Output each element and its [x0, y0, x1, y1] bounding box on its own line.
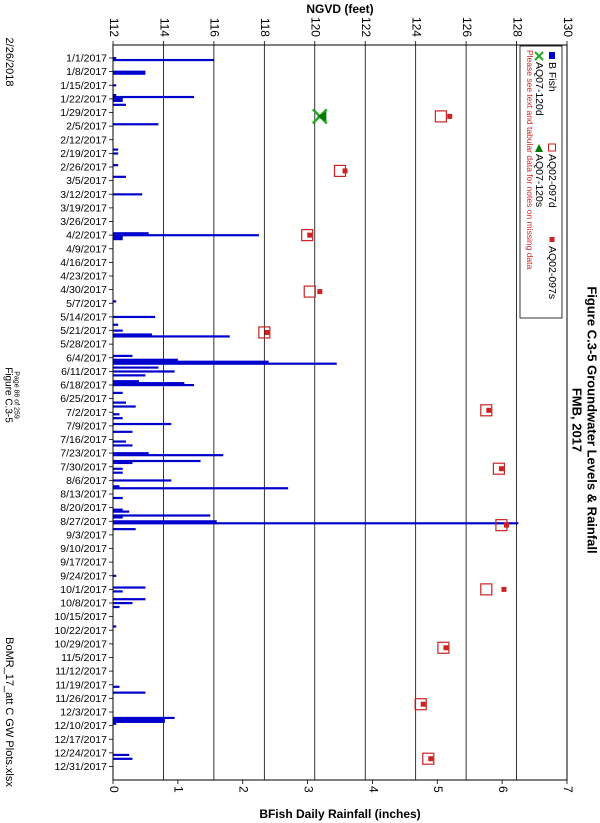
- rainfall-bar: [113, 413, 119, 415]
- date-stamp: 2/26/2018: [3, 37, 15, 87]
- figure-reference: Figure C.3-5: [2, 367, 14, 423]
- rainfall-bar: [113, 355, 132, 357]
- rainfall-bar: [113, 717, 175, 719]
- date-tick-label: 7/30/2017: [60, 461, 107, 474]
- marker-AQ02-097s: [317, 289, 322, 294]
- chart-title: Figure C.3-5 Groundwater Levels & Rainfall: [584, 286, 600, 554]
- rainfall-bar: [113, 71, 145, 73]
- file-name: BoMR_17_att C GW Plots.xlsx: [3, 637, 15, 787]
- ngvd-tick-label: 112: [106, 17, 121, 37]
- rainfall-bar: [113, 402, 126, 404]
- rainfall-bar: [113, 96, 194, 98]
- rainfall-bar: [113, 417, 123, 419]
- ngvd-tick-label: 128: [510, 16, 525, 37]
- date-tick-label: 12/10/2017: [54, 720, 107, 733]
- date-tick-label: 5/21/2017: [60, 325, 107, 337]
- marker-AQ02-097s: [428, 756, 433, 761]
- rainfall-bar: [113, 324, 118, 326]
- date-tick-label: 1/15/2017: [60, 79, 107, 92]
- rainfall-bar: [113, 444, 132, 446]
- rainfall-bar: [113, 431, 132, 433]
- date-tick-label: 4/16/2017: [60, 256, 107, 269]
- marker-AQ02-097d: [435, 111, 446, 122]
- rainfall-bar: [113, 487, 288, 489]
- legend: [520, 46, 562, 318]
- date-tick-label: 10/22/2017: [54, 624, 107, 637]
- date-tick-label: 6/11/2017: [61, 365, 107, 378]
- date-tick-label: 1/1/2017: [66, 52, 107, 65]
- rainfall-bar: [113, 234, 259, 236]
- rainfall-bar: [113, 98, 123, 100]
- date-tick-label: 12/3/2017: [60, 706, 107, 719]
- date-tick-label: 9/3/2017: [66, 529, 107, 542]
- rainfall-bar: [113, 686, 119, 688]
- grid-layer: [163, 45, 516, 780]
- rainfall-tick-label: 7: [560, 786, 575, 793]
- rainfall-bar: [113, 516, 123, 518]
- date-tick-label: 2/26/2017: [60, 161, 107, 174]
- rainfall-bar: [113, 522, 518, 524]
- rainfall-bar: [113, 586, 145, 588]
- marker-AQ02-097s: [421, 702, 426, 707]
- date-tick-label: 6/18/2017: [60, 379, 107, 392]
- rainfall-bar: [113, 366, 158, 368]
- page-number: Page 86 of 259: [12, 371, 20, 419]
- rainfall-bar: [113, 148, 118, 150]
- ngvd-tick-label: 116: [207, 17, 222, 37]
- groundwater-markers: [259, 109, 509, 764]
- date-tick-label: 1/29/2017: [60, 107, 107, 119]
- rainfall-bar: [113, 330, 123, 332]
- date-tick-label: 12/17/2017: [54, 733, 107, 746]
- date-tick-label: 8/13/2017: [60, 488, 107, 501]
- rainfall-bar: [113, 100, 123, 102]
- rainfall-bar: [113, 359, 178, 361]
- ngvd-tick-label: 124: [409, 16, 424, 37]
- marker-AQ02-097s: [447, 114, 452, 119]
- rainfall-tick-label: 5: [431, 786, 446, 793]
- marker-AQ02-097s: [499, 466, 504, 471]
- rainfall-bar: [113, 514, 210, 516]
- rainfall-bar: [113, 528, 136, 530]
- rainfall-bar: [113, 392, 123, 394]
- marker-AQ02-097s: [504, 523, 509, 528]
- date-tick-label: 11/12/2017: [55, 665, 107, 678]
- legend-marker-filled-square: [550, 237, 555, 242]
- date-tick-label: 4/23/2017: [60, 270, 107, 283]
- rainfall-bar: [113, 236, 123, 238]
- rainfall-bar: [113, 238, 123, 240]
- rainfall-bar: [113, 123, 158, 125]
- rainfall-bar: [113, 316, 155, 318]
- marker-AQ02-097d: [304, 286, 315, 297]
- rainfall-bar: [113, 452, 149, 454]
- rainfall-bar: [113, 73, 145, 75]
- date-tick-label: 10/1/2017: [60, 583, 107, 596]
- legend-label: B Fish: [546, 62, 559, 92]
- rainfall-bar: [113, 468, 123, 470]
- date-tick-label: 4/30/2017: [60, 284, 107, 297]
- ngvd-tick-label: 118: [258, 17, 273, 37]
- rainfall-bar: [113, 692, 145, 694]
- chart-subtitle: FMB, 2017: [569, 387, 585, 453]
- rainfall-bar: [113, 59, 214, 61]
- date-tick-label: 3/5/2017: [66, 175, 107, 188]
- rainfall-bar: [113, 152, 118, 154]
- plot-frame: [113, 45, 567, 780]
- marker-AQ02-097s: [264, 330, 269, 335]
- marker-AQ02-097s: [443, 645, 448, 650]
- date-tick-label: 12/24/2017: [54, 747, 107, 760]
- date-tick-label: 5/7/2017: [66, 297, 107, 310]
- date-tick-label: 8/20/2017: [60, 502, 107, 515]
- legend-label: AQ07-120s: [533, 154, 546, 208]
- date-tick-label: 5/14/2017: [60, 311, 107, 324]
- date-tick-label: 1/8/2017: [66, 66, 107, 79]
- marker-AQ02-097s: [501, 587, 506, 592]
- rainfall-bar: [113, 520, 217, 522]
- date-tick-label: 9/10/2017: [60, 543, 107, 555]
- legend-note: Please see text and tabular data for notes on missing data: [524, 50, 535, 270]
- rainfall-tick-label: 0: [106, 786, 121, 793]
- rainfall-bar: [113, 370, 175, 372]
- rainfall-bar: [113, 374, 145, 376]
- rainfall-bar: [113, 423, 171, 425]
- rainfall-bar: [113, 462, 132, 464]
- rainfall-bar: [113, 460, 201, 462]
- marker-AQ02-097s: [343, 168, 348, 173]
- rainfall-tick-label: 4: [366, 786, 381, 793]
- date-tick-label: 6/4/2017: [66, 352, 107, 365]
- rainfall-bar: [113, 590, 123, 592]
- rainfall-bar: [113, 333, 152, 335]
- date-tick-label: 2/12/2017: [60, 134, 107, 147]
- ngvd-tick-label: 126: [459, 16, 474, 37]
- date-tick-label: 2/19/2017: [60, 147, 107, 160]
- rainfall-bar: [113, 598, 145, 600]
- legend-label: AQ02-097s: [546, 246, 559, 300]
- rainfall-bar: [113, 602, 132, 604]
- date-tick-label: 8/6/2017: [66, 474, 107, 487]
- date-tick-label: 6/25/2017: [60, 393, 107, 406]
- date-tick-label: 7/16/2017: [60, 434, 107, 446]
- date-tick-label: 9/17/2017: [60, 556, 107, 569]
- rainfall-bar: [113, 382, 184, 384]
- date-tick-label: 1/22/2017: [60, 93, 107, 106]
- x2-axis-label: NGVD (feet): [306, 2, 374, 16]
- rainfall-bar: [113, 361, 269, 363]
- date-tick-label: 9/24/2017: [60, 570, 107, 583]
- date-tick-label: 2/5/2017: [66, 120, 107, 133]
- rainfall-bar: [113, 405, 136, 407]
- date-tick-label: 4/9/2017: [66, 243, 107, 256]
- rainfall-bar: [113, 509, 123, 511]
- rainfall-bars: [113, 57, 518, 760]
- date-tick-label: 10/8/2017: [60, 597, 107, 610]
- rainfall-bar: [113, 497, 123, 499]
- rainfall-bar: [113, 363, 337, 365]
- rainfall-bar: [113, 606, 119, 608]
- rainfall-tick-label: 1: [171, 786, 186, 793]
- date-tick-label: 10/15/2017: [54, 611, 107, 624]
- x-axis-label: BFish Daily Rainfall (inches): [259, 807, 421, 821]
- rainfall-bar: [113, 164, 118, 166]
- rainfall-bar: [113, 440, 126, 442]
- legend-label: AQ02-097d: [546, 154, 559, 208]
- date-tick-label: 7/23/2017: [60, 447, 107, 460]
- marker-AQ02-097s: [486, 408, 491, 413]
- legend-marker-bar: [549, 52, 555, 59]
- date-tick-label: 3/12/2017: [60, 188, 107, 201]
- rainfall-bar: [113, 472, 123, 474]
- ngvd-tick-label: 130: [560, 16, 575, 37]
- rainfall-bar: [113, 479, 171, 481]
- ngvd-tick-label: 120: [308, 16, 323, 37]
- rainfall-bar: [113, 232, 149, 234]
- rainfall-bar: [113, 719, 165, 721]
- date-tick-label: 3/19/2017: [60, 202, 107, 215]
- rainfall-bar: [113, 758, 132, 760]
- date-tick-label: 7/2/2017: [66, 406, 107, 419]
- rainfall-bar: [113, 454, 223, 456]
- rainfall-bar: [113, 485, 119, 487]
- rainfall-bar: [113, 104, 126, 106]
- marker-AQ02-097d: [481, 584, 492, 595]
- date-tick-label: 3/26/2017: [60, 216, 107, 228]
- date-tick-label: 4/2/2017: [66, 229, 107, 242]
- date-tick-label: 11/19/2017: [55, 679, 107, 692]
- rainfall-tick-label: 2: [236, 786, 251, 793]
- rainfall-tick-label: 3: [301, 786, 316, 793]
- rainfall-bar: [113, 193, 142, 195]
- rainfall-bar: [113, 754, 129, 756]
- rainfall-bar: [113, 176, 126, 178]
- date-tick-label: 10/29/2017: [54, 638, 107, 651]
- rainfall-tick-label: 6: [495, 786, 510, 793]
- rainfall-bar: [113, 511, 129, 513]
- date-tick-label: 5/28/2017: [60, 338, 107, 351]
- date-tick-label: 8/27/2017: [60, 515, 107, 528]
- legend-label: AQ07-120d: [533, 62, 546, 116]
- rainfall-bar: [113, 384, 194, 386]
- date-tick-label: 7/9/2017: [66, 420, 107, 433]
- rainfall-bar: [113, 721, 165, 723]
- rainfall-bar: [113, 335, 230, 337]
- date-tick-label: 12/31/2017: [54, 761, 107, 773]
- date-tick-label: 11/5/2017: [61, 652, 107, 664]
- rainfall-bar: [113, 380, 139, 382]
- date-tick-label: 11/26/2017: [55, 692, 107, 705]
- marker-AQ02-097s: [307, 233, 312, 238]
- ngvd-tick-label: 114: [157, 17, 172, 37]
- ngvd-tick-label: 122: [359, 16, 374, 37]
